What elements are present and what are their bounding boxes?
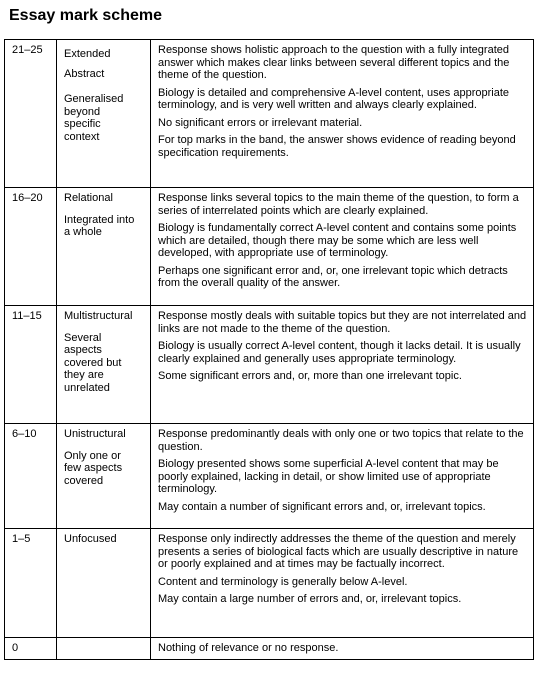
mark-range: 6–10 (12, 428, 37, 440)
level-name: Extended Abstract (64, 48, 111, 80)
page-title: Essay mark scheme (9, 7, 162, 24)
criterion-text: Biology presented shows some superficial A-level content that may be poorly explained, lacking in detail, or show limited use of appropriate terminology. (158, 458, 499, 495)
level-cell (57, 40, 151, 188)
criterion-text: For top marks in the band, the answer shows evidence of reading beyond specification requirements. (158, 134, 516, 159)
level-description: Generalised beyond specific context (64, 93, 124, 143)
criteria-cell (151, 424, 534, 529)
mark-range-cell (5, 529, 57, 638)
level-description: Integrated into a whole (64, 213, 135, 238)
level-name: Unistructural (64, 428, 126, 440)
criteria-cell (151, 188, 534, 306)
mark-range: 21–25 (12, 44, 43, 56)
mark-range-cell (5, 188, 57, 306)
mark-band-row (5, 188, 534, 306)
criterion-text: Perhaps one significant error and, or, one irrelevant topic which detracts from the overall quality of the answer. (158, 264, 508, 289)
level-name: Relational (64, 192, 113, 204)
criteria-cell (151, 638, 534, 660)
mark-range-cell (5, 40, 57, 188)
criterion-text: Biology is detailed and comprehensive A-level content, uses appropriate terminology, and is very well written and always clearly explained. (158, 86, 509, 111)
criteria-cell (151, 306, 534, 424)
criterion-text: No significant errors or irrelevant material. (158, 116, 363, 129)
level-description: Several aspects covered but they are unrelated (64, 331, 122, 394)
mark-range-cell (5, 306, 57, 424)
criterion-text: Biology is usually correct A-level content, though it lacks detail. It is usually clearly explained and generally uses appropriate terminology. (158, 340, 521, 365)
mark-band-row (5, 306, 534, 424)
criterion-text: Response mostly deals with suitable topics but they are not interrelated and links are not made to the theme of the question. (158, 310, 527, 335)
level-cell (57, 424, 151, 529)
level-cell (57, 306, 151, 424)
level-cell (57, 638, 151, 660)
mark-scheme-body (5, 40, 534, 660)
level-description: Only one or few aspects covered (64, 449, 123, 487)
criterion-text: Response links several topics to the main theme of the question, to form a series of interrelated points which are clearly explained. (158, 192, 519, 217)
criterion-text: Biology is fundamentally correct A-level content and contains some points which are detailed, though there may be some which are less well developed, with appropriate use of terminology. (158, 222, 517, 259)
criterion-text: Some significant errors and, or, more than one irrelevant topic. (158, 370, 462, 382)
criteria-cell (151, 529, 534, 638)
level-cell (57, 529, 151, 638)
mark-band-row (5, 529, 534, 638)
mark-range: 11–15 (12, 310, 42, 322)
mark-range: 1–5 (12, 533, 31, 545)
mark-range-cell (5, 424, 57, 529)
criterion-text: Nothing of relevance or no response. (158, 642, 339, 654)
criteria-cell (151, 40, 534, 188)
criterion-text: May contain a number of significant errors and, or, irrelevant topics. (158, 500, 486, 513)
criterion-text: Response shows holistic approach to the question with a fully integrated answer which makes clear links between several different topics and the theme of the question. (158, 44, 510, 81)
level-cell (57, 188, 151, 306)
mark-range-cell (5, 638, 57, 660)
mark-band-row (5, 638, 534, 660)
mark-band-row (5, 424, 534, 529)
level-name: Multistructural (64, 310, 133, 322)
criterion-text: May contain a large number of errors and, or, irrelevant topics. (158, 593, 462, 605)
mark-band-row (5, 40, 534, 188)
criterion-text: Response predominantly deals with only one or two topics that relate to the question. (158, 428, 524, 453)
level-name: Unfocused (64, 533, 117, 545)
mark-range: 0 (12, 642, 19, 654)
mark-scheme-table (4, 39, 534, 660)
criterion-text: Content and terminology is generally below A-level. (158, 575, 408, 588)
mark-range: 16–20 (12, 192, 43, 204)
criterion-text: Response only indirectly addresses the theme of the question and merely presents a series of biological facts which are usually descriptive in nature or poorly explained and at times may be factually incorrect. (158, 533, 519, 570)
